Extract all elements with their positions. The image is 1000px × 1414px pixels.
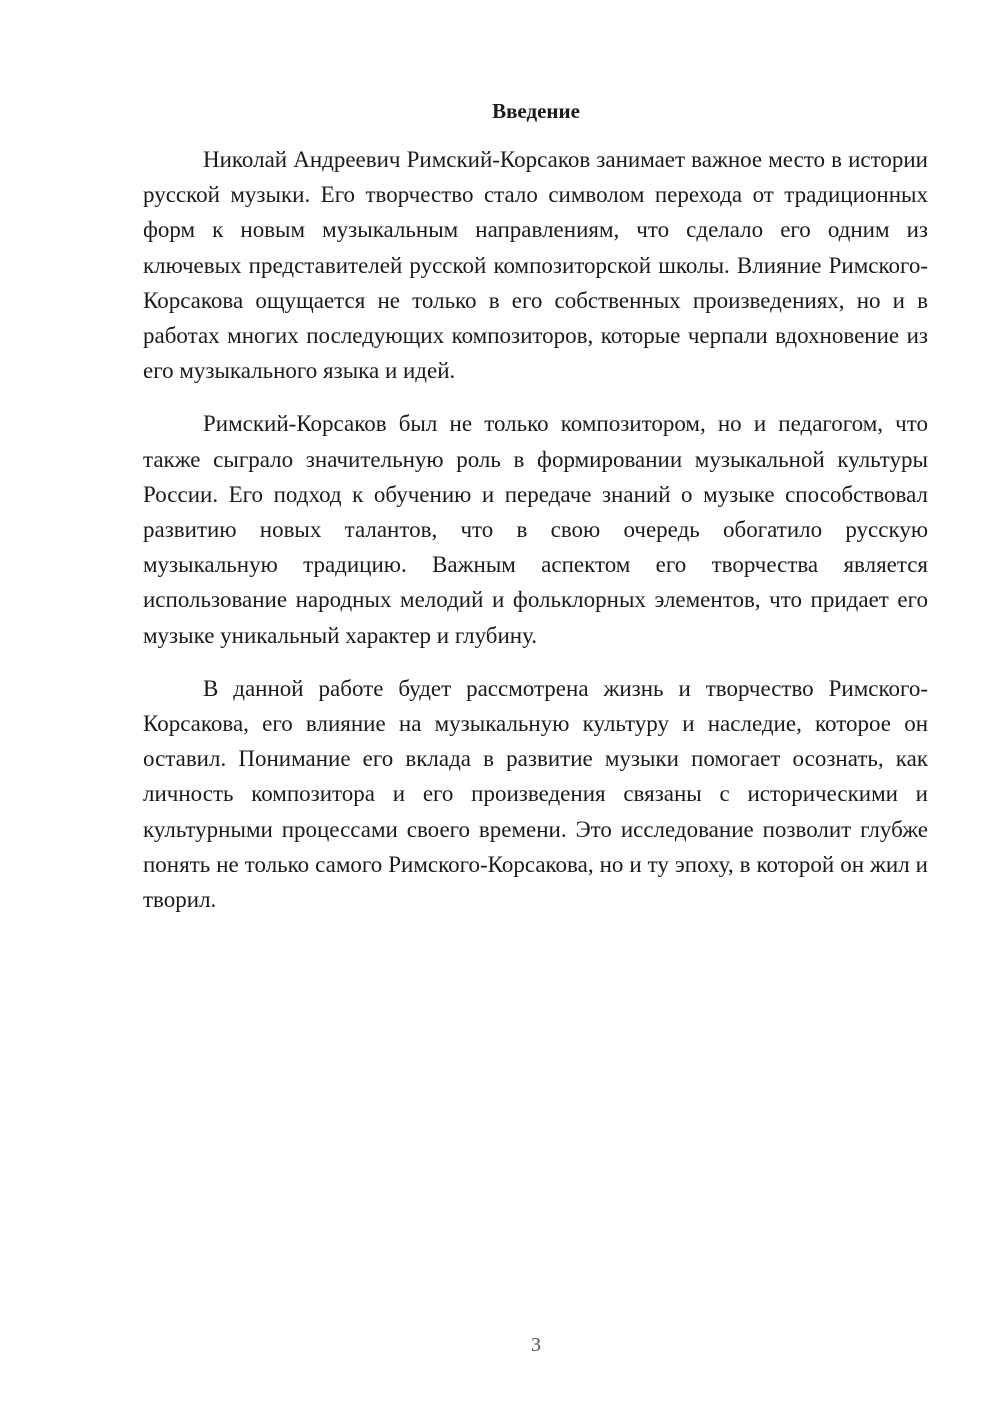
page-title: Введение xyxy=(492,99,580,123)
page-number: 3 xyxy=(531,1334,541,1356)
paragraph-3: В данной работе будет рассмотрена жизнь и творчество Римского-Корсакова, его влияние на музыкальную культуру и наследие, которое он оставил. Понимание его вклада в развитие музыки помогает осознать, как личность композитора и его произведения связаны с историческими и культурными процессами своего времени. Это исследование позволит глубже понять не только самого Римского-Корсакова, но и ту эпоху, в которой он жил и творил. xyxy=(143,675,928,913)
paragraph-2: Римский-Корсаков был не только композитором, но и педагогом, что также сыграло значительную роль в формировании музыкальной культуры России. Его подход к обучению и передаче знаний о музыке способствовал развитию новых талантов, что в свою очередь обогатило русскую музыкальную традицию. Важным аспектом его творчества является использование народных мелодий и фольклорных элементов, что придает его музыке уникальный характер и глубину. xyxy=(143,411,928,648)
paragraph-1: Николай Андреевич Римский-Корсаков занимает важное место в истории русской музыки. Его творчество стало символом перехода от традиционных форм к новым музыкальным направлениям, что сделало его одним из ключевых представителей русской композиторской школы. Влияние Римского-Корсакова ощущается не только в его собственных произведениях, но и в работах многих последующих композиторов, которые черпали вдохновение из его музыкального языка и идей. xyxy=(143,147,928,384)
body-text xyxy=(143,142,928,935)
